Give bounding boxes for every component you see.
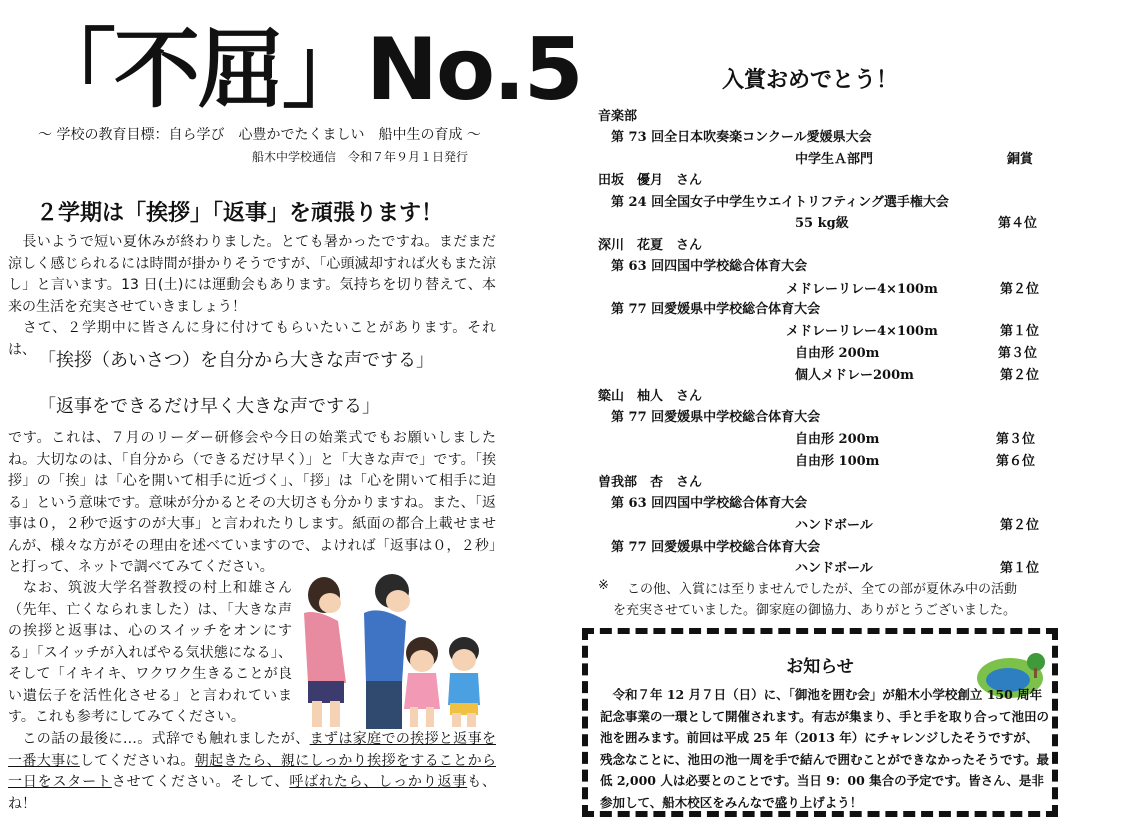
underlined-text: 朝起きたら、親にしっかり挨拶をすることから一日をスタート — [8, 752, 497, 790]
article-heading: ２学期は「挨拶」「返事」を頑張ります！ — [36, 201, 444, 226]
award-event: 第 73 回全日本吹奏楽コンクール愛媛県大会 — [611, 130, 872, 145]
awards-note: を充実させていました。御家庭の御協力、ありがとうございました。 — [613, 603, 1017, 618]
award-result: 第３位 — [998, 346, 1038, 361]
award-event: 第 24 回全国女子中学生ウエイトリフティング選手権大会 — [611, 195, 949, 210]
award-result: 銅賞 — [1007, 152, 1034, 167]
text-fragment: も、ね！ — [8, 774, 497, 812]
awards-title: 入賞おめでとう！ — [722, 68, 899, 93]
award-club: 音楽部 — [598, 109, 638, 124]
award-result: 第６位 — [996, 454, 1036, 469]
article-paragraph-4 — [8, 578, 292, 729]
slogan-reply: 「返事をできるだけ早く大きな声でする」 — [38, 396, 380, 417]
bowing-family-illustration — [294, 573, 494, 731]
award-category: 自由形 100m — [795, 454, 880, 469]
award-event: 第 77 回愛媛県中学校総合体育大会 — [611, 540, 821, 555]
award-category: 自由形 200m — [795, 432, 880, 447]
notice-text: 令和７年 12 月７日（日）に、「御池を囲む会」が船木小学校創立 150 周年記念事業の一環として開催されます。有志が集まり、手と手を取り合って池田の池を囲みます。前回は平成 25 年（2013 年）にチャレンジしたそうですが、残念なことに、池田の池一周を手で結んで囲むことができなかったそうです。最低 2,000 人は必要とのことです。当日 9：00 集合の予定です。皆さん、是非参加して、船木校区をみんなで盛り上げよう！ — [600, 687, 1050, 810]
award-category: メドレーリレー4×100m — [786, 324, 938, 339]
award-event: 第 63 回四国中学校総合体育大会 — [611, 496, 808, 511]
text-fragment: この話の最後に…。式辞でも触れましたが、 — [8, 731, 310, 747]
award-student: 田坂 優月 さん — [598, 173, 703, 188]
paragraph-text: なお、筑波大学名誉教授の村上和雄さん（先年、亡くなられました）は、「大きな声の挨拶と返事は、心のスイッチをオンにする」「スイッチが入ればやる気状態になる」、そして「イキイキ、ワクワク生きることが良い遺伝子を活性化させる」と言われています。これも参考にしてみてください。 — [8, 580, 292, 725]
newsletter-title: 「不屈」No.5 — [30, 20, 582, 120]
note-mark: ※ — [598, 578, 609, 593]
article-paragraph-5 — [8, 729, 496, 815]
award-result: 第４位 — [998, 216, 1038, 231]
paragraph-text: さて、２学期中に皆さんに身に付けてもらいたいことがあります。それは、 — [8, 320, 496, 358]
text-fragment: してくださいね。 — [79, 752, 195, 769]
award-category: メドレーリレー4×100m — [786, 282, 938, 297]
award-event: 第 63 回四国中学校総合体育大会 — [611, 259, 808, 274]
paragraph-text — [8, 729, 496, 815]
award-category: ハンドボール — [795, 561, 873, 576]
awards-note: この他、入賞には至りませんでしたが、全ての部が夏休み中の活動 — [627, 582, 1018, 597]
underlined-text: 呼ばれたら、しっかり返事 — [289, 774, 468, 790]
text-fragment: させてください。そして、 — [111, 774, 290, 790]
article-paragraph-1 — [8, 232, 496, 361]
award-result: 第２位 — [1000, 368, 1040, 383]
award-event: 第 77 回愛媛県中学校総合体育大会 — [611, 410, 821, 425]
notice-body — [600, 684, 1050, 814]
underlined-text: まずは家庭での挨拶と返事を一番大事に — [8, 731, 497, 769]
notice-box — [582, 628, 1058, 817]
notice-title: お知らせ — [786, 657, 854, 677]
award-result: 第１位 — [1000, 324, 1040, 339]
award-result: 第３位 — [996, 432, 1036, 447]
award-category: 55 kg級 — [795, 216, 849, 231]
slogan-greeting: 「挨拶（あいさつ）を自分から大きな声でする」 — [38, 350, 434, 371]
article-paragraph-3 — [8, 428, 496, 579]
paragraph-text: です。これは、７月のリーダー研修会や今日の始業式でもお願いしましたね。大切なのは、「自分から（できるだけ早く）」と「大きな声で」です。「挨拶」の「挨」は「心を開いて相手に近づく」、「拶」は「心を開いて相手に迫る」という意味です。意味が分かるとその大切さも分かりますね。また、「返事は０，２秒で返すのが大事」と言われたりします。紙面の都合上載せませんが、様々な方がその理由を述べていますので、よければ「返事は０，２秒」と打って、ネットで調べてみてください。 — [8, 430, 496, 575]
paragraph-text: 長いようで短い夏休みが終わりました。とても暑かったですね。まだまだ涼しく感じられるには時間が掛かりそうですが、「心頭滅却すれば火もまた涼し」と言います。13 日(土)には運動会もあります。気持ちを切り替えて、本来の生活を充実させていきましょう！ — [8, 234, 496, 315]
award-category: 個人メドレー200m — [795, 368, 914, 383]
award-student: 深川 花夏 さん — [598, 238, 703, 253]
award-result: 第１位 — [1000, 561, 1040, 576]
award-result: 第２位 — [1000, 518, 1040, 533]
award-category: ハンドボール — [795, 518, 873, 533]
school-motto: ～ 学校の教育目標：自ら学び 心豊かでたくましい 船中生の育成 ～ — [38, 127, 481, 143]
award-event: 第 77 回愛媛県中学校総合体育大会 — [611, 302, 821, 317]
award-category: 自由形 200m — [795, 346, 880, 361]
award-student: 曽我部 杏 さん — [598, 475, 703, 490]
award-result: 第２位 — [1000, 282, 1040, 297]
issue-info: 船木中学校通信 令和７年９月１日発行 — [252, 150, 469, 164]
award-category: 中学生Ａ部門 — [795, 152, 874, 167]
award-student: 簗山 柚人 さん — [598, 389, 703, 404]
